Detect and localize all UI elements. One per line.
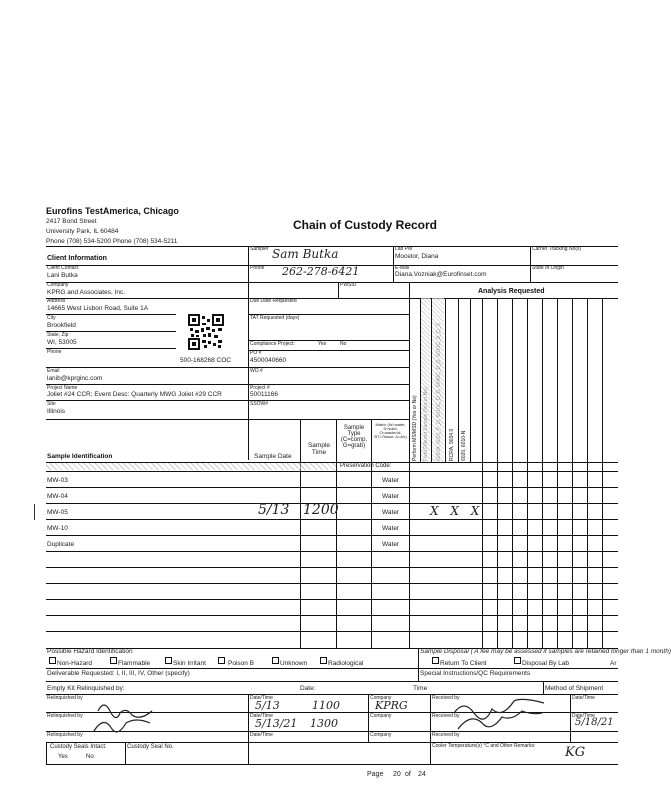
- disposal-option: Return To Client: [440, 660, 487, 667]
- grid-line: [445, 298, 446, 462]
- received-signatures: [448, 697, 558, 733]
- sample-id: Duplicate: [47, 541, 75, 548]
- grid-line: [572, 298, 573, 648]
- grid-line: [336, 419, 337, 648]
- hazard-option: Skin Irritant: [173, 660, 206, 667]
- company-label: Company: [370, 713, 392, 719]
- col-matrix: Matrix (W=water, S=solid, O=waste/oil, BT=Tissue, A=Air): [374, 422, 407, 439]
- col-sample-id: Sample Identification: [47, 453, 113, 460]
- analysis-col-header: 6020, 6010-N: [461, 430, 467, 461]
- grid-line: [46, 282, 618, 283]
- received-label: Received by: [432, 732, 460, 738]
- relinquished-label: Relinquished by: [47, 713, 83, 719]
- checkbox[interactable]: [218, 657, 225, 664]
- page-total: 24: [418, 771, 426, 778]
- hazard-option: Non-Hazard: [57, 660, 93, 667]
- grid-line: [418, 648, 419, 681]
- grid-line: [46, 384, 409, 385]
- grid-line: [497, 298, 498, 648]
- disposal-label: Sample Disposal ( A fee may be assessed if samples are retained longer than 1 month): [420, 648, 671, 655]
- grid-line: [46, 519, 618, 520]
- deliverable: Deliverable Requested: I, II, III, IV, Other (specify): [47, 670, 190, 677]
- grid-line: [248, 246, 249, 460]
- grid-line: [587, 298, 588, 648]
- state-origin-label: State of Origin: [532, 265, 564, 271]
- email-value: lanib@kprginc.com: [47, 375, 103, 382]
- special-instructions: Special Instructions/QC Requirements: [420, 670, 531, 677]
- grid-line: [46, 583, 618, 584]
- grid-line: [46, 419, 409, 420]
- grid-line: [46, 681, 618, 682]
- grid-line: [542, 298, 543, 648]
- grid-line: [368, 694, 369, 742]
- grid-line: [46, 400, 409, 401]
- hazard-label: Possible Hazard Identification: [47, 648, 133, 655]
- rel2-date: 5/13/21: [255, 717, 298, 730]
- grid-line: [248, 350, 409, 351]
- grid-line: [602, 298, 603, 648]
- pwsid-label: PWSID: [340, 282, 357, 288]
- sample-matrix: Water: [382, 477, 400, 484]
- qr-code: [188, 314, 224, 350]
- datetime-label: Date/Time: [250, 713, 273, 719]
- sample-id: MW-04: [47, 493, 68, 500]
- company-label: Company: [47, 282, 69, 288]
- checkbox[interactable]: [49, 657, 56, 664]
- cooler-temp: Cooler Temperature(s) °C and Other Remarks:: [432, 743, 536, 749]
- custody-seals-yes[interactable]: Yes: [58, 754, 68, 760]
- datetime-label: Date/Time: [572, 695, 595, 701]
- analysis-col-header: Perform MS/MSD (Yes or No): [412, 395, 418, 461]
- client-contact-label: Client Contact: [47, 265, 79, 271]
- relinquished-label: Relinquished by: [47, 732, 83, 738]
- sampler-label: Sampler: [250, 246, 269, 252]
- phone-label: Phone: [47, 349, 62, 355]
- grid-line: [543, 681, 544, 694]
- col-sample-time: Sample Time: [307, 442, 331, 456]
- grid-line: [248, 742, 249, 764]
- hazard-option: Poison B: [228, 660, 255, 667]
- grid-line: [512, 298, 513, 648]
- relinquished-label: Relinquished by: [47, 695, 83, 701]
- checkbox[interactable]: [272, 657, 279, 664]
- margin-mark: [34, 504, 35, 520]
- grid-line: [46, 298, 618, 299]
- disposal-option: Ar: [610, 660, 617, 667]
- received-label: Received by: [432, 695, 460, 701]
- analysis-requested: Analysis Requested: [478, 288, 545, 295]
- grid-line: [458, 298, 459, 462]
- hazard-option: Unknown: [280, 660, 308, 667]
- project-name-label: Project Name: [47, 385, 78, 391]
- page-current: 20: [393, 771, 401, 778]
- rel1-company: KPRG: [375, 699, 408, 712]
- rec2-date: 5/18/21: [575, 717, 614, 728]
- grid-line: [46, 471, 618, 472]
- company-value: KPRG and Associates, Inc.: [47, 289, 126, 296]
- lab-pm-label: Lab PM: [395, 246, 413, 252]
- lab-street: 2417 Bond Street: [46, 218, 97, 225]
- checkbox[interactable]: [320, 657, 327, 664]
- grid-line: [46, 764, 618, 765]
- email2-value: Diana.Vozniak@Eurofinset.com: [395, 271, 487, 278]
- client-contact-value: Lani Butka: [47, 272, 78, 279]
- carrier-label: Carrier Tracking No(s): [532, 246, 582, 252]
- datetime-label: Date/Time: [572, 713, 595, 719]
- company-label: Company: [370, 732, 392, 738]
- address-value: 14665 West Lisbon Road, Suite 1A: [47, 305, 149, 312]
- lab-pm-value: Mocelor, Diana: [395, 253, 439, 260]
- sample-matrix: Water: [382, 509, 400, 516]
- rel1-date: 5/13: [255, 699, 280, 712]
- received-label: Received by: [432, 713, 460, 719]
- grid-line: [46, 599, 618, 600]
- form-title: Chain of Custody Record: [293, 218, 438, 232]
- hatched-column: [421, 298, 430, 462]
- email2-label: E-Mail: [395, 265, 410, 271]
- phone-value: 500-168268 COC: [180, 357, 231, 364]
- lab-phone: Phone (708) 534-5200 Phone (708) 534-5211: [46, 238, 178, 245]
- grid-line: [46, 631, 618, 632]
- address-label: Address: [47, 298, 66, 304]
- company-label: Company: [370, 695, 392, 701]
- due-date-label: Due Date Requested: [250, 298, 297, 304]
- lab-name: Eurofins TestAmerica, Chicago: [46, 206, 179, 216]
- sample-id: MW-10: [47, 525, 68, 532]
- checkbox[interactable]: [514, 657, 521, 664]
- city-value: Brookfield: [47, 322, 76, 329]
- project-name-value: Joliet #24 CCR; Event Desc: Quarterly MWG Joliet #29 CCR: [47, 391, 222, 398]
- sample-id: MW-05: [47, 509, 68, 516]
- col-sample-type: Sample Type (C=comp, G=grab): [340, 425, 368, 449]
- tat-label: TAT Requested (days): [250, 315, 300, 321]
- grid-line: [248, 367, 409, 368]
- ssow-label: SSOW#: [250, 401, 269, 407]
- compliance-no[interactable]: No: [340, 341, 347, 347]
- grid-line: [46, 487, 618, 488]
- wo-label: WO #: [250, 368, 263, 374]
- grid-line: [470, 298, 471, 462]
- time-label: Time: [413, 685, 428, 692]
- method-shipment: Method of Shipment: [545, 685, 604, 692]
- sample-analysis-marks: X X X: [430, 504, 484, 518]
- sample-time: 1200: [303, 502, 339, 518]
- sample-matrix: Water: [382, 525, 400, 532]
- analysis-col-header: RCRA, 9034.0: [449, 428, 455, 461]
- disposal-option: Disposal By Lab: [522, 660, 569, 667]
- grid-line: [482, 298, 483, 648]
- custody-seal-no: Custody Seal No.: [127, 744, 174, 750]
- grid-line: [338, 282, 339, 298]
- project-no-label: Project #: [250, 385, 270, 391]
- custody-seals-label: Custody Seals Intact:: [50, 744, 107, 750]
- po-value: 4500040660: [250, 357, 287, 364]
- grid-line: [46, 694, 618, 695]
- po-label: PO #: [250, 350, 262, 356]
- site-value: Illinois: [47, 408, 66, 415]
- grid-line: [527, 298, 528, 648]
- relinquished-signatures: [90, 697, 170, 742]
- grid-line: [371, 419, 372, 648]
- grid-line: [46, 551, 618, 552]
- sample-date: 5/13: [258, 502, 290, 518]
- hatched-row: [46, 463, 336, 470]
- hazard-option: Radiological: [328, 660, 364, 667]
- grid-line: [248, 694, 249, 742]
- project-no-value: 50011166: [250, 391, 278, 398]
- email-label: Email: [47, 368, 60, 374]
- grid-line: [393, 246, 394, 282]
- phone2-label: Phone: [250, 265, 265, 271]
- site-label: Site: [47, 401, 56, 407]
- sample-matrix: Water: [382, 493, 400, 500]
- grid-line: [557, 298, 558, 648]
- sample-matrix: Water: [382, 541, 400, 548]
- datetime-label: Date/Time: [250, 732, 273, 738]
- grid-line: [46, 367, 248, 368]
- grid-line: [46, 348, 176, 349]
- grid-line: [409, 282, 410, 648]
- grid-line: [46, 314, 176, 315]
- client-info-label: Client Information: [47, 255, 107, 262]
- sample-id: MW-03: [47, 477, 68, 484]
- page-label: Page: [367, 771, 384, 778]
- grid-line: [570, 694, 571, 742]
- lab-city: University Park, IL 60484: [46, 228, 119, 235]
- grid-line: [46, 668, 618, 669]
- compliance-yes[interactable]: Yes: [318, 341, 327, 347]
- custody-seals-no[interactable]: No: [86, 754, 94, 760]
- grid-line: [530, 246, 531, 282]
- grid-line: [46, 567, 618, 568]
- grid-line: [46, 742, 47, 764]
- phone2-value: 262-278-6421: [282, 265, 360, 278]
- grid-line: [300, 419, 301, 648]
- city-label: City: [47, 315, 56, 321]
- checkbox[interactable]: [165, 657, 172, 664]
- checkbox[interactable]: [110, 657, 117, 664]
- sampler-signature: Sam Butka: [272, 247, 339, 261]
- grid-line: [46, 615, 618, 616]
- empty-kit: Empty Kit Relinquished by:: [47, 685, 125, 692]
- grid-line: [46, 535, 618, 536]
- preservation-code: Preservation Code:: [340, 463, 392, 469]
- hazard-option: Flammable: [118, 660, 151, 667]
- grid-line: [430, 742, 431, 764]
- rel2-time: 1300: [310, 717, 338, 730]
- compliance-label: Compliance Project:: [250, 341, 295, 347]
- hatched-column: [432, 298, 444, 462]
- grid-line: [430, 694, 431, 742]
- datetime-label: Date/Time: [250, 695, 273, 701]
- page-of: of: [405, 771, 411, 778]
- col-sample-date: Sample Date: [254, 453, 292, 460]
- state-zip-value: WI, 53005: [47, 339, 77, 346]
- initials: KG: [565, 745, 586, 760]
- grid-line: [125, 742, 126, 764]
- rel1-time: 1100: [312, 699, 340, 712]
- checkbox[interactable]: [432, 657, 439, 664]
- state-zip-label: State, Zip: [47, 332, 69, 338]
- date-label: Date:: [300, 685, 316, 692]
